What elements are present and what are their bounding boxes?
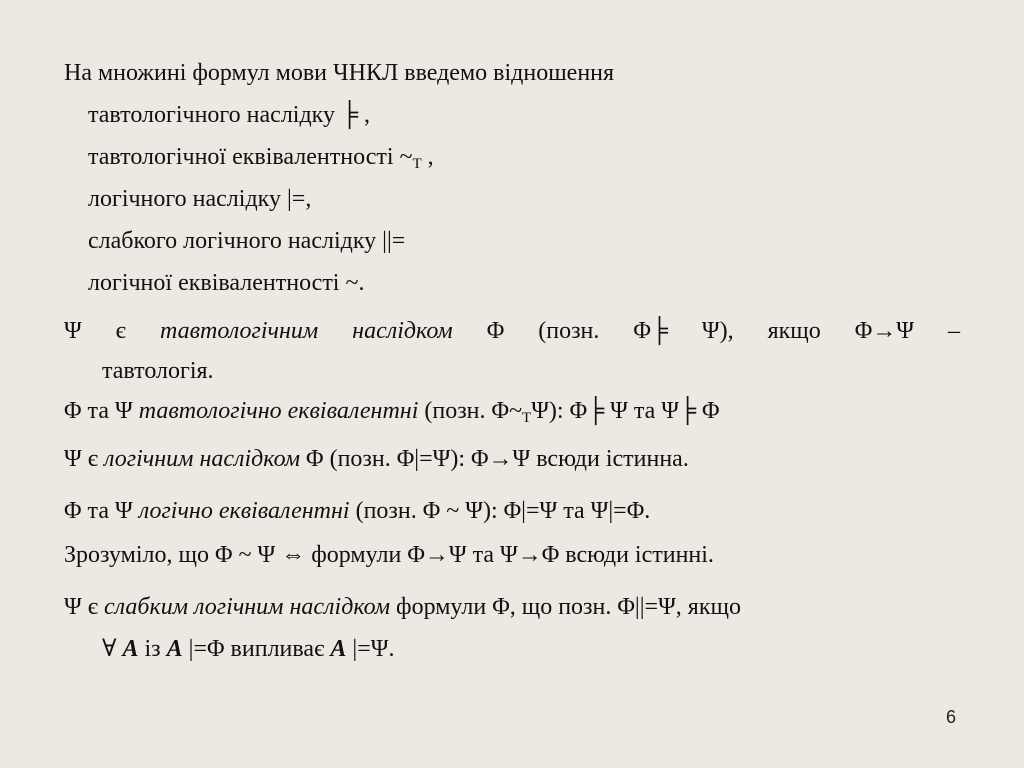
definition-text: із [138, 636, 167, 662]
relation-logical-consequence [88, 184, 311, 214]
definition-term: тавтологічним наслідком [159, 318, 453, 344]
definition-logical-equivalence [64, 496, 650, 526]
definition-term: логічно еквівалентні [138, 498, 350, 524]
definition-text: Φ та Ψ [64, 398, 139, 424]
definition-continuation [102, 356, 214, 386]
equivalence-remark [64, 540, 714, 570]
definition-text: (позн. Φ~ [418, 398, 523, 424]
definition-text: формули Φ, що позн. Φ||=Ψ, якщо [390, 594, 741, 620]
forall-symbol: ∀ [102, 636, 123, 662]
structure-a: A [122, 636, 139, 662]
definition-text: тавтологія. [102, 358, 214, 384]
relation-text: логічної еквівалентності ~. [88, 270, 365, 296]
subscript-t: T [412, 156, 422, 172]
relation-logical-equivalence [88, 268, 364, 298]
definition-text: Ψ): Φ╞ Ψ та Ψ╞ Φ [531, 398, 720, 424]
definition-text: |=Ψ. [346, 636, 395, 662]
definition-term: тавтологічно еквівалентні [138, 398, 419, 424]
definition-weak-logical-consequence [64, 592, 741, 622]
definition-continuation [102, 634, 394, 664]
remark-text: Зрозуміло, що Φ ~ Ψ ⇔ формули Φ→Ψ та Ψ→Φ всюди істинні. [64, 542, 714, 568]
relation-end: , [421, 144, 434, 170]
relation-text: тавтологічної еквівалентності ~ [88, 144, 413, 170]
definition-tautological-equivalence [64, 396, 720, 433]
definition-tautological-consequence [64, 316, 960, 346]
definition-logical-consequence [64, 444, 689, 474]
definition-text: Ψ є [64, 594, 105, 620]
definition-text: Φ та Ψ [64, 498, 139, 524]
relation-weak-logical-consequence [88, 226, 405, 256]
definition-text: Φ (позн. Φ╞ Ψ), якщо Φ→Ψ – [452, 318, 960, 344]
relation-text: логічного наслідку |=, [88, 186, 312, 212]
intro-line [64, 58, 614, 88]
definition-term: логічним наслідком [104, 446, 301, 472]
definition-text: (позн. Φ ~ Ψ): Φ|=Ψ та Ψ|=Φ. [349, 498, 651, 524]
structure-a: A [330, 636, 347, 662]
definition-text: |=Φ випливає [182, 636, 331, 662]
page-number: 6 [946, 707, 957, 727]
definition-text: Ψ є [64, 318, 160, 344]
relation-tautological-equivalence [88, 142, 434, 179]
definition-text: Φ (позн. Φ|=Ψ): Φ→Ψ всюди істинна. [300, 446, 689, 472]
subscript-t: T [522, 410, 532, 426]
intro-text: На множині формул мови ЧНКЛ введемо відношення [64, 60, 615, 86]
relation-tautological-consequence [88, 100, 370, 130]
definition-term: слабким логічним наслідком [104, 594, 391, 620]
relation-text: слабкого логічного наслідку ||= [88, 228, 406, 254]
structure-a: A [166, 636, 183, 662]
definition-text: Ψ є [64, 446, 105, 472]
relation-text: тавтологічного наслідку ╞ , [88, 102, 370, 128]
